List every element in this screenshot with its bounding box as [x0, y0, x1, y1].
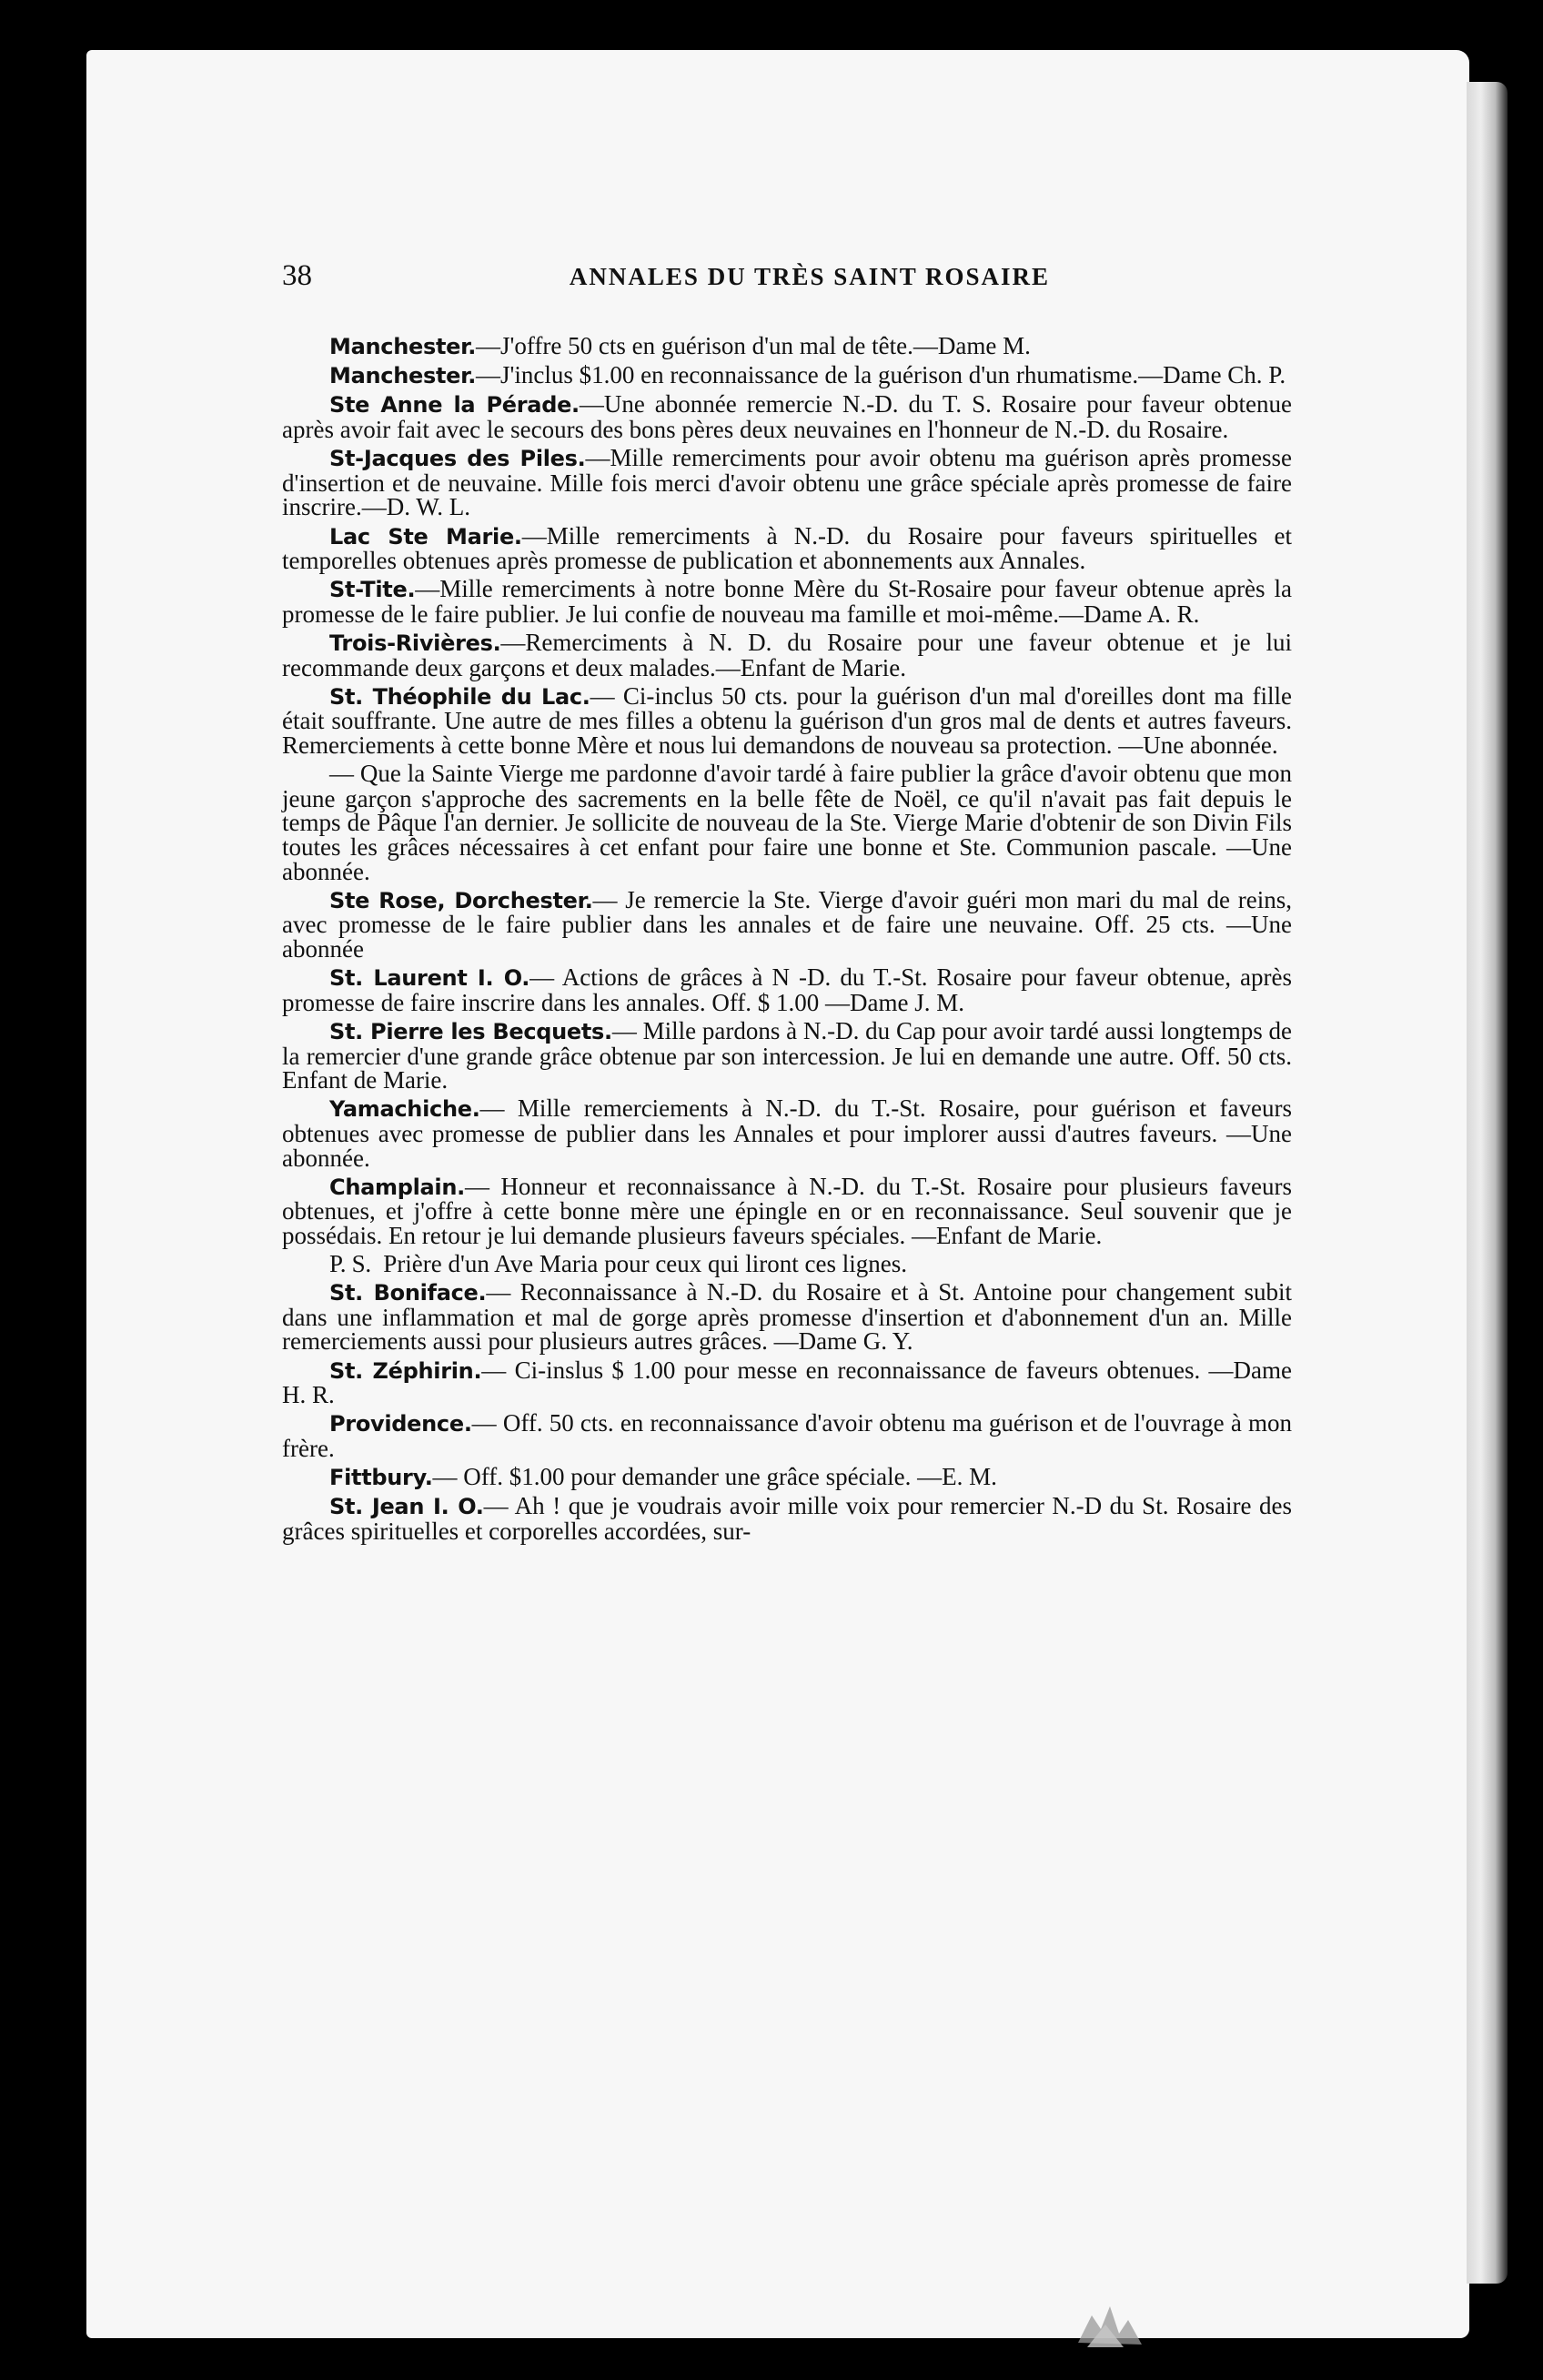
entry-place: Ste Anne la Pérade.	[329, 392, 580, 419]
entry-text: — Reconnaissance à N.-D. du Rosaire et à St. Antoine pour changement subit dans une inflammation et mal de gorge après promesse d'insertion et d'abonnement d'un an. Mille remerciements aussi pour plusieurs autres grâces. —Dame G. Y.	[282, 1278, 1292, 1356]
entry-text: —Une abonnée remercie N.-D. du T. S. Rosaire pour faveur obtenue après avoir fait avec le secours des bons pères deux neuvaines en l'honneur de N.-D. du Rosaire.	[282, 390, 1293, 443]
entry-text: —Mille remerciments à N.-D. du Rosaire pour faveurs spirituelles et temporelles obtenues après promesse de publication et abonnements aux Annales.	[282, 521, 1292, 575]
entry-text: —J'inclus $1.00 en reconnaissance de la guérison d'un rhumatisme.—Dame Ch. P.	[476, 361, 1286, 389]
entry-st-boniface	[282, 1280, 1292, 1354]
running-title: ANNALES DU TRÈS SAINT ROSAIRE	[569, 263, 1051, 290]
entry-place: Trois-Rivières.	[329, 630, 501, 657]
entry-ste-anne-la-perade	[282, 392, 1292, 441]
entry-text: — Actions de grâces à N -D. du T.-St. Rosaire pour faveur obtenue, après promesse de faire inscrire dans les annales. Off. $ 1.00 —Dame J. M.	[282, 963, 1292, 1016]
entry-st-theophile-du-lac	[282, 681, 1292, 760]
entry-place: Providence.	[329, 1411, 472, 1437]
entry-postscript	[282, 1252, 1292, 1276]
page-edge	[1467, 82, 1508, 2284]
entry-place: Manchester.	[329, 334, 477, 359]
entry-place: Ste Rose, Dorchester.	[329, 887, 593, 913]
entry-text: — Ci-inclus 50 cts. pour la guérison d'un mal d'oreilles dont ma fille était souffrante. Une autre de mes filles a obtenu la guérison d'un gros mal de dents et autres faveurs. Remerciements à cette bonne Mère et nous lui demandons de nouveau sa protection. —Une abonnée.	[282, 681, 1292, 760]
entry-fittbury	[282, 1465, 1292, 1490]
page-content	[282, 259, 1292, 1548]
entry-text: Prière d'un Ave Maria pour ceux qui liront ces lignes.	[383, 1250, 908, 1278]
entry-yamachiche	[282, 1096, 1292, 1170]
entry-champlain	[282, 1172, 1292, 1249]
entry-place: St-Jacques des Piles.	[329, 446, 586, 472]
entry-text: — Off. 50 cts. en reconnaissance d'avoir obtenu ma guérison et de l'ouvrage à mon frère.	[282, 1409, 1292, 1463]
entry-st-jean-io	[282, 1494, 1292, 1543]
entry-text: —Mille remerciments à notre bonne Mère du St-Rosaire pour faveur obtenue après la promesse de le faire publier. Je lui confie de nouveau ma famille et moi-même.—Dame A. R.	[282, 575, 1292, 628]
entry-providence	[282, 1409, 1292, 1463]
entry-place: St. Zéphirin.	[329, 1357, 482, 1384]
entry-text: — Ci-inslus $ 1.00 pour messe en reconnaissance de faveurs obtenues. —Dame H. R.	[282, 1356, 1292, 1409]
entry-place: Champlain.	[329, 1174, 465, 1200]
entry-text: — Ah ! que je voudrais avoir mille voix pour remercier N.-D du St. Rosaire des grâces spirituelles et corporelles accordées, sur-	[282, 1492, 1292, 1545]
entry-place: Manchester.	[329, 363, 477, 389]
entry-text: — Honneur et reconnaissance à N.-D. du T.-St. Rosaire pour plusieurs faveurs obtenues, et j'offre à cette bonne mère une épingle en or en reconnaissance. Seul souvenir que je possédais. En retour je lui demande plusieurs faveurs spéciales. —Enfant de Marie.	[282, 1172, 1292, 1249]
entry-place: Fittbury.	[329, 1465, 433, 1491]
entries-list	[282, 334, 1292, 1544]
entry-place: St. Pierre les Becquets.	[329, 1018, 612, 1044]
entry-st-pierre-les-becquets	[282, 1016, 1292, 1094]
entry-place: St-Tite.	[329, 577, 416, 603]
entry-place: P. S.	[329, 1250, 371, 1278]
entry-manchester-1	[282, 334, 1292, 359]
entry-text: — Off. $1.00 pour demander une grâce spéciale. —E. M.	[432, 1463, 997, 1491]
entry-manchester-2	[282, 363, 1292, 388]
entry-text: —Mille remerciments pour avoir obtenu ma guérison après promesse d'insertion et de neuvaine. Mille fois merci d'avoir obtenu une grâce spéciale après promesse de faire inscrire.—D. W. L.	[282, 444, 1292, 521]
entry-text: — Mille pardons à N.-D. du Cap pour avoir tardé aussi longtemps de la remercier d'une grande grâce obtenue par son intercession. Je lui en demande une autre. Off. 50 cts. Enfant de Marie.	[282, 1016, 1292, 1094]
scan-artifact-icon	[1069, 2297, 1151, 2352]
entry-place: St. Jean I. O.	[329, 1494, 484, 1520]
entry-text: — Que la Sainte Vierge me pardonne d'avoir tardé à faire publier la grâce d'avoir obtenu que mon jeune garçon s'approche des sacrements en la belle fête de Noël, ce qu'il n'avait pas fait depuis le temps de Pâque l'an dernier. Je sollicite de nouveau de la Ste. Vierge Marie d'obtenir de son Divin Fils toutes les grâces nécessaires à cet enfant pour faire une bonne et Ste. Communion pascale. —Une abonnée.	[282, 760, 1292, 885]
entry-place: Yamachiche.	[329, 1096, 480, 1123]
entry-st-zephirin	[282, 1358, 1292, 1407]
page-header	[282, 259, 1292, 314]
entry-unnamed-abonnee	[282, 761, 1292, 883]
entry-trois-rivieres	[282, 630, 1292, 680]
entry-st-jacques-des-piles	[282, 446, 1292, 519]
entry-lac-ste-marie	[282, 521, 1292, 575]
entry-st-tite	[282, 577, 1292, 626]
entry-text: — Je remercie la Ste. Vierge d'avoir guéri mon mari du mal de reins, avec promesse de le faire publier dans les annales et de faire une neuvaine. Off. 25 cts. —Une abonnée	[282, 885, 1292, 963]
entry-place: St. Théophile du Lac.	[329, 683, 590, 710]
page-number: 38	[282, 259, 312, 292]
entry-place: Lac Ste Marie.	[329, 523, 522, 550]
entry-text: —J'offre 50 cts en guérison d'un mal de tête.—Dame M.	[476, 332, 1031, 359]
entry-text: —Remerciments à N. D. du Rosaire pour une faveur obtenue et je lui recommande deux garçons et deux malades.—Enfant de Marie.	[282, 629, 1292, 681]
entry-text: — Mille remerciements à N.-D. du T.-St. Rosaire, pour guérison et faveurs obtenues avec promesse de publier dans les Annales et pour implorer aussi d'autres faveurs. —Une abonnée.	[282, 1094, 1292, 1172]
entry-st-laurent-io	[282, 965, 1292, 1014]
entry-ste-rose-dorchester	[282, 885, 1292, 963]
entry-place: St. Boniface.	[329, 1280, 487, 1306]
entry-place: St. Laurent I. O.	[329, 965, 530, 992]
